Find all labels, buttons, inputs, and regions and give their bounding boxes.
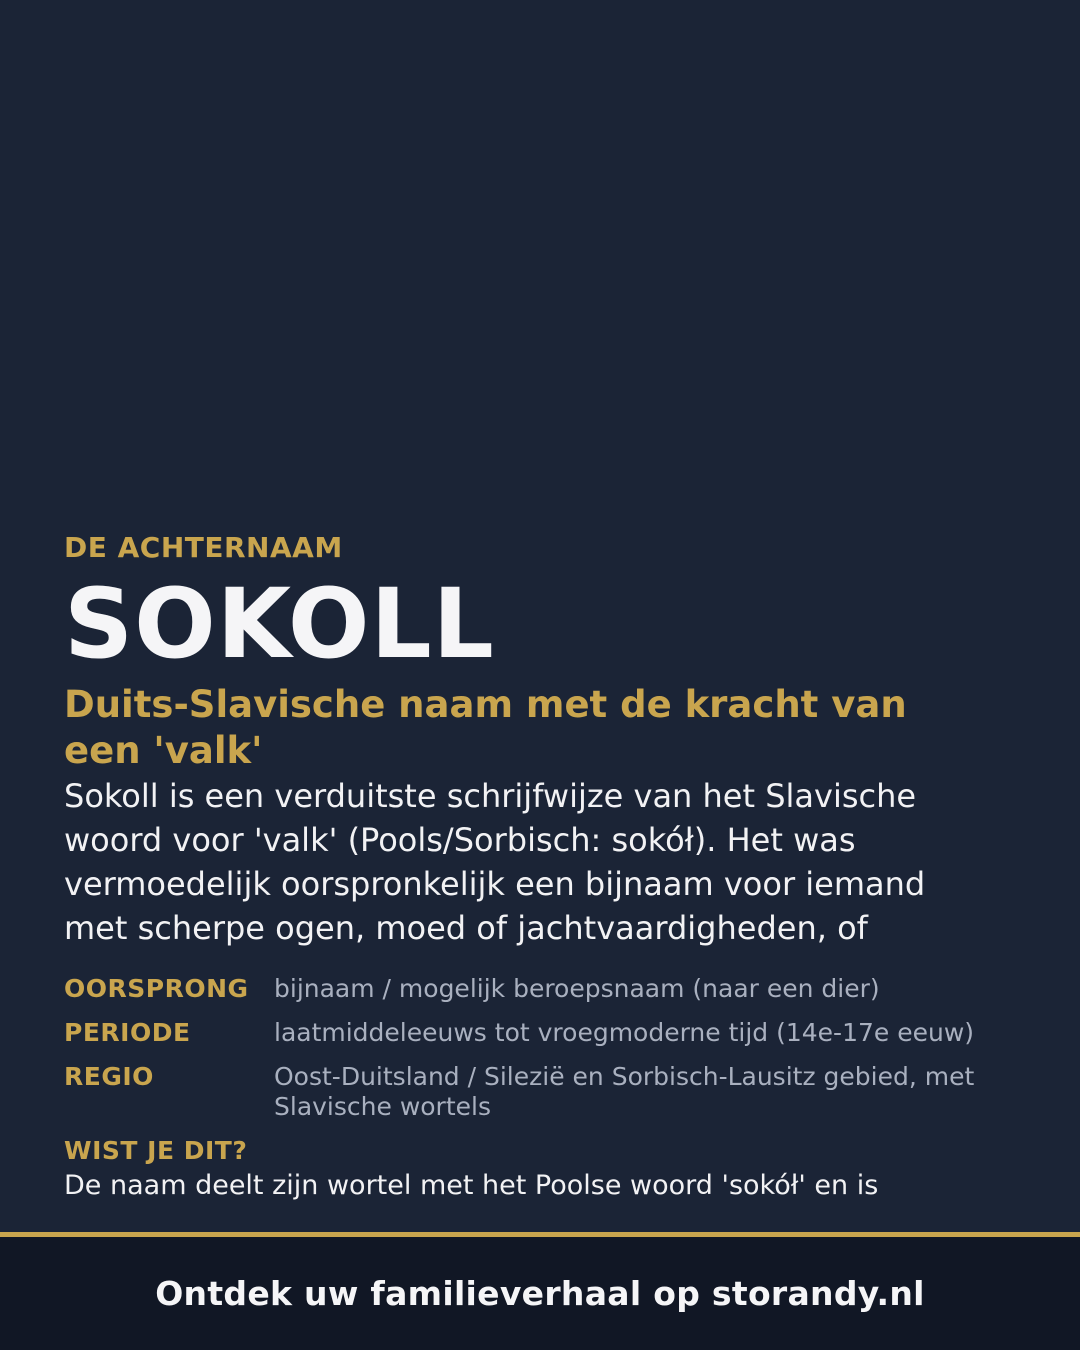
did-you-know-label: WIST JE DIT? <box>64 1136 248 1165</box>
did-you-know-section <box>64 1136 1016 1208</box>
fact-value: laatmiddeleeuws tot vroegmoderne tijd (14e-17e eeuw) <box>274 1018 975 1047</box>
fact-value: bijnaam / mogelijk beroepsnaam (naar een dier) <box>274 974 880 1003</box>
did-you-know-text: De naam deelt zijn wortel met het Poolse woord 'sokół' en is <box>64 1170 879 1201</box>
fact-label: REGIO <box>64 1062 154 1091</box>
facts-list <box>64 974 1016 1122</box>
fact-row-region <box>64 1062 1016 1122</box>
intro-text: Sokoll is een verduitste schrijfwijze van het Slavische woord voor 'valk' (Pools/Sorbisch: sokół). Het was vermoedelijk oorspronkelijk een bijnaam voor iemand met scherpe ogen, moed of jachtvaardigheden, of <box>64 777 926 947</box>
fact-row-origin <box>64 974 1016 1004</box>
fact-label: PERIODE <box>64 1018 191 1047</box>
eyebrow-label: DE ACHTERNAAM <box>64 531 343 564</box>
tagline: Duits-Slavische naam met de kracht van een 'valk' <box>64 683 907 772</box>
surname-card <box>64 530 1016 1208</box>
fact-value: Oost-Duitsland / Silezië en Sorbisch-Lausitz gebied, met Slavische wortels <box>274 1062 975 1121</box>
intro-container <box>64 774 1016 950</box>
footer-cta-text: Ontdek uw familieverhaal op storandy.nl <box>155 1274 925 1313</box>
fact-row-period <box>64 1018 1016 1048</box>
fact-label: OORSPRONG <box>64 974 249 1003</box>
did-you-know-container <box>64 1168 1016 1208</box>
surname-title: SOKOLL <box>64 568 495 680</box>
footer-banner <box>0 1232 1080 1350</box>
